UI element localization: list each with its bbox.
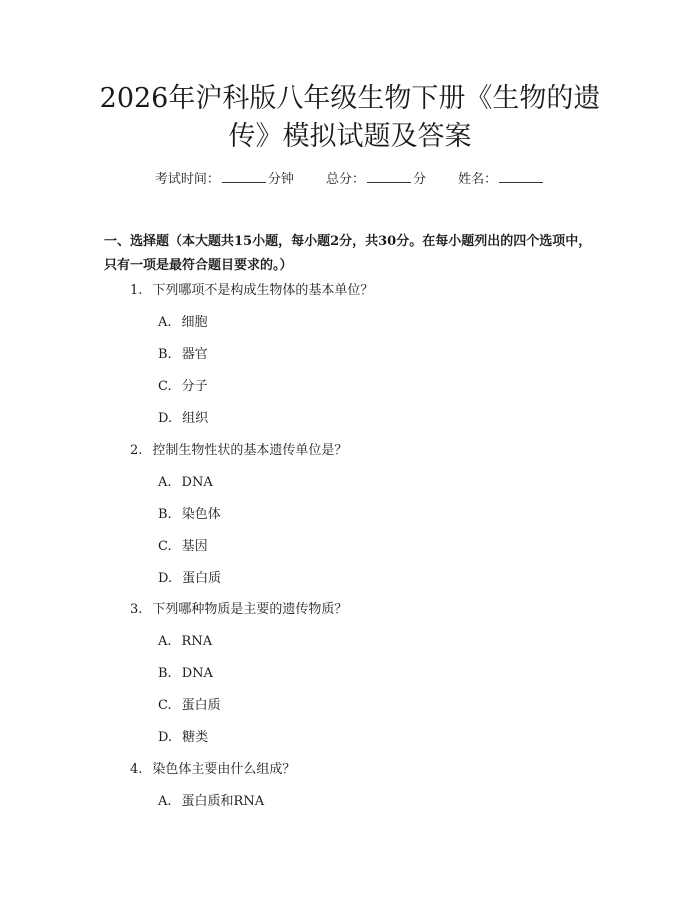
total-score-label: 总分：	[325, 172, 365, 187]
option-letter: B.	[158, 666, 172, 681]
question-number: 4.	[130, 762, 143, 777]
option-1-b	[158, 346, 208, 364]
option-2-c	[158, 538, 208, 556]
option-2-d	[158, 570, 221, 588]
option-2-b	[158, 506, 221, 524]
option-1-d	[158, 410, 208, 428]
option-text: 蛋白质	[182, 571, 222, 586]
option-1-a	[158, 314, 208, 332]
option-3-d	[158, 729, 208, 747]
total-score-blank	[367, 170, 411, 183]
option-letter: B.	[158, 347, 172, 362]
option-text: 组织	[182, 411, 209, 426]
title-line-1: 2026年沪科版八年级生物下册《生物的遗	[99, 83, 601, 114]
student-name-blank	[499, 170, 543, 183]
question-text: 染色体主要由什么组成？	[152, 762, 296, 777]
question-text: 控制生物性状的基本遗传单位是？	[152, 443, 348, 458]
option-text: DNA	[181, 475, 213, 490]
question-2	[130, 442, 347, 460]
option-2-a	[158, 474, 213, 492]
exam-time-unit: 分钟	[267, 172, 294, 187]
student-name	[458, 172, 545, 187]
option-letter: D.	[158, 730, 173, 745]
option-letter: B.	[158, 507, 172, 522]
option-letter: A.	[158, 634, 172, 649]
option-3-b	[158, 665, 213, 683]
question-number: 1.	[130, 283, 143, 298]
option-text: 染色体	[181, 507, 221, 522]
title-line-2: 传》模拟试题及答案	[228, 121, 472, 152]
question-1	[130, 282, 373, 300]
question-number: 2.	[130, 443, 143, 458]
question-3	[130, 601, 347, 619]
exam-time	[155, 172, 294, 187]
option-letter: A.	[158, 315, 172, 330]
total-score-unit: 分	[413, 172, 427, 187]
option-letter: C.	[158, 698, 172, 713]
section-heading: 一、选择题（本大题共15小题，每小题2分，共30分。在每小题列出的四个选项中，只有一项是最符合题目要求的。）	[104, 234, 592, 273]
option-text: 器官	[181, 347, 208, 362]
option-text: 蛋白质	[181, 698, 221, 713]
question-text: 下列哪项不是构成生物体的基本单位？	[152, 283, 374, 298]
option-letter: C.	[158, 539, 172, 554]
option-text: 糖类	[182, 730, 209, 745]
total-score	[326, 172, 426, 187]
exam-info-line	[0, 168, 700, 187]
option-4-a	[158, 793, 264, 811]
page-title	[60, 80, 640, 156]
option-text: 蛋白质和RNA	[181, 794, 265, 809]
question-4	[130, 761, 295, 779]
exam-time-blank	[222, 170, 266, 183]
option-1-c	[158, 378, 208, 396]
question-text: 下列哪种物质是主要的遗传物质？	[152, 602, 348, 617]
option-letter: D.	[158, 411, 173, 426]
student-name-label: 姓名：	[458, 172, 498, 187]
option-letter: A.	[158, 475, 172, 490]
option-text: 分子	[181, 379, 208, 394]
option-letter: A.	[158, 794, 172, 809]
option-text: DNA	[181, 666, 213, 681]
option-3-c	[158, 697, 221, 715]
exam-time-label: 考试时间：	[154, 172, 220, 187]
option-3-a	[158, 633, 212, 651]
option-text: RNA	[181, 634, 213, 649]
question-number: 3.	[130, 602, 143, 617]
option-letter: D.	[158, 571, 173, 586]
option-text: 基因	[181, 539, 208, 554]
option-text: 细胞	[181, 315, 208, 330]
option-letter: C.	[158, 379, 172, 394]
